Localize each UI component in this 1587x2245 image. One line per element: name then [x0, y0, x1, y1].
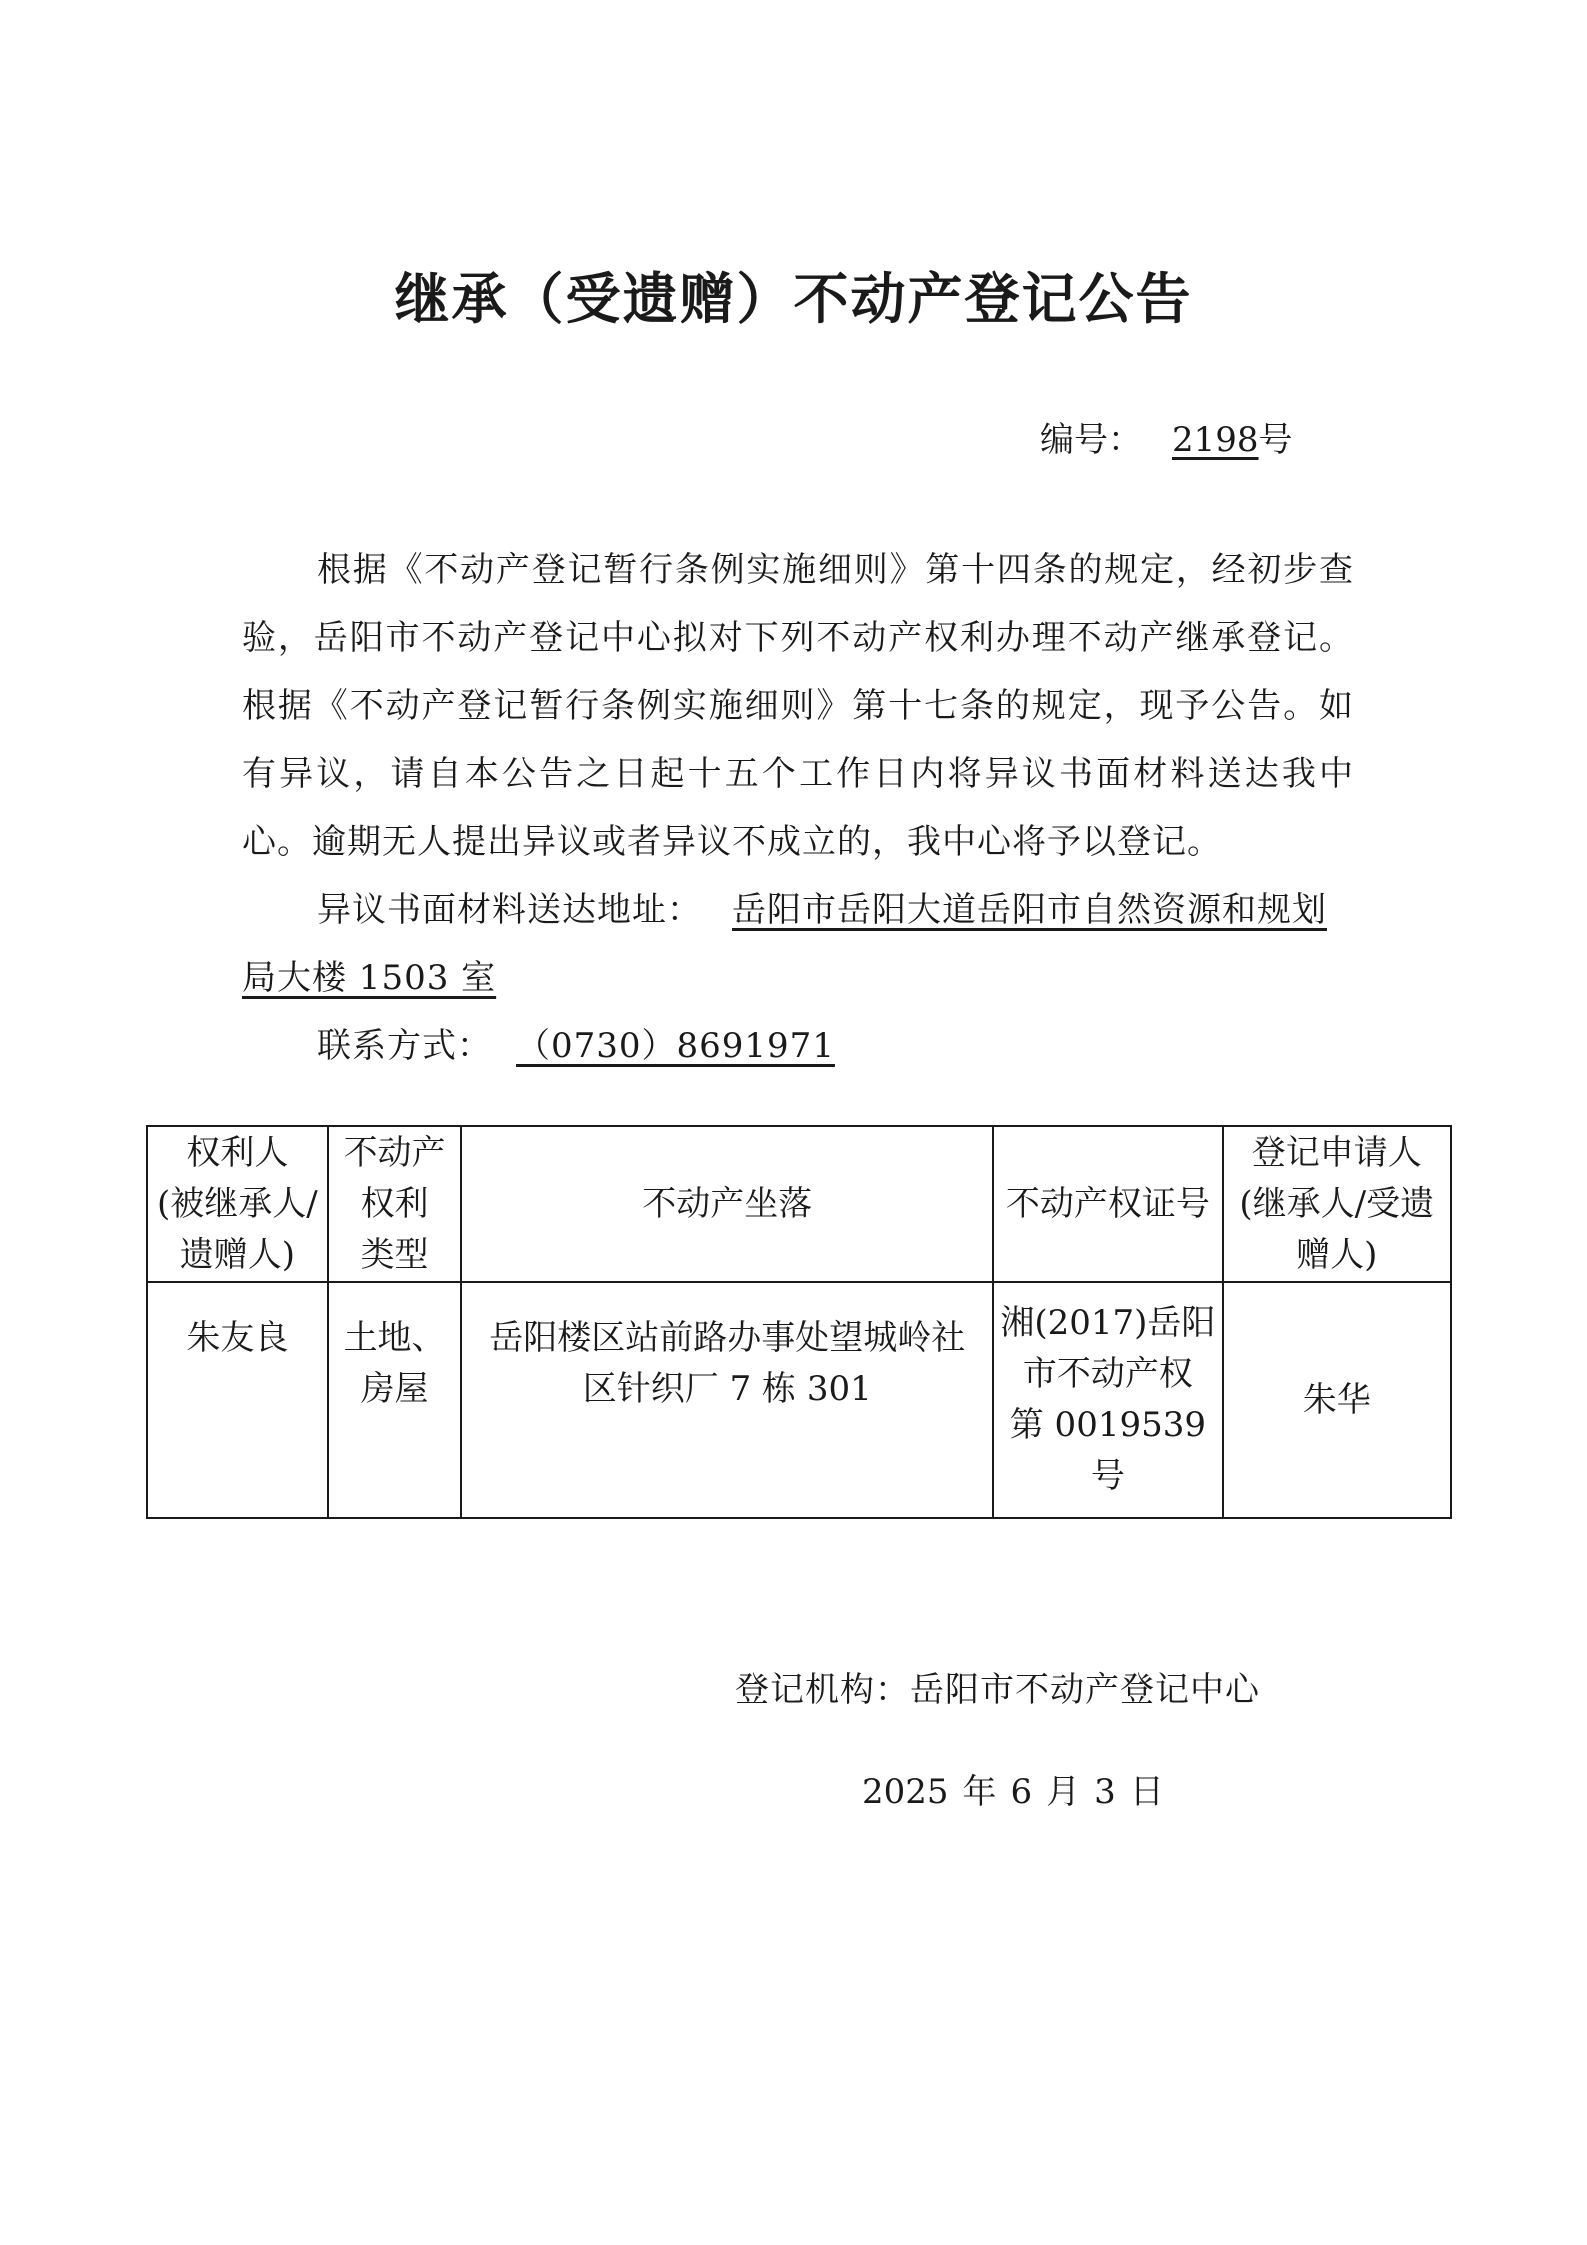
- cell-holder: 朱友良: [147, 1282, 328, 1518]
- address-value: 岳阳市岳阳大道岳阳市自然资源和规划局大楼 1503 室: [242, 890, 1327, 998]
- header-applicant: 登记申请人 (继承人/受遗 赠人): [1223, 1126, 1451, 1282]
- registration-agency: 登记机构：岳阳市不动产登记中心: [735, 1670, 1260, 1710]
- table-header-row: [147, 1126, 1451, 1282]
- serial-label: 编号：: [1040, 420, 1142, 460]
- registration-table: [146, 1125, 1452, 1519]
- contact-info: [242, 1012, 1354, 1080]
- date-year: 2025: [862, 1772, 949, 1812]
- objection-address: [242, 876, 1354, 1012]
- contact-label: 联系方式：: [317, 1026, 492, 1066]
- serial-value: 2198: [1172, 420, 1259, 460]
- announcement-date: [862, 1764, 1178, 1813]
- date-year-unit: 年: [962, 1772, 997, 1812]
- date-day-unit: 日: [1129, 1772, 1164, 1812]
- table-row: [147, 1282, 1451, 1518]
- date-month: 6: [1010, 1772, 1033, 1812]
- announcement-body: [242, 536, 1354, 1080]
- cell-certificate: 湘(2017)岳阳 市不动产权 第 0019539 号: [993, 1282, 1222, 1518]
- header-location: 不动产坐落: [461, 1126, 993, 1282]
- serial-number: [1040, 412, 1293, 461]
- date-day: 3: [1094, 1772, 1116, 1812]
- cell-applicant: 朱华: [1223, 1282, 1451, 1518]
- document-title: 继承（受遗赠）不动产登记公告: [394, 267, 1193, 331]
- cell-location: 岳阳楼区站前路办事处望城岭社 区针织厂 7 栋 301: [461, 1282, 993, 1518]
- contact-value: （0730）8691971: [516, 1026, 835, 1066]
- address-label: 异议书面材料送达地址：: [317, 890, 702, 930]
- serial-suffix: 号: [1258, 420, 1293, 460]
- announcement-paragraph: 根据《不动产登记暂行条例实施细则》第十四条的规定，经初步查验，岳阳市不动产登记中心拟对下列不动产权利办理不动产继承登记。根据《不动产登记暂行条例实施细则》第十七条的规定，现予公告。如有异议，请自本公告之日起十五个工作日内将异议书面材料送达我中心。逾期无人提出异议或者异议不成立的，我中心将予以登记。: [242, 550, 1354, 862]
- header-right-type: 不动产 权利 类型: [328, 1126, 461, 1282]
- header-right-holder: 权利人 (被继承人/ 遗赠人): [147, 1126, 328, 1282]
- cell-right-type: 土地、 房屋: [328, 1282, 461, 1518]
- header-certificate: 不动产权证号: [993, 1126, 1222, 1282]
- date-month-unit: 月: [1046, 1772, 1081, 1812]
